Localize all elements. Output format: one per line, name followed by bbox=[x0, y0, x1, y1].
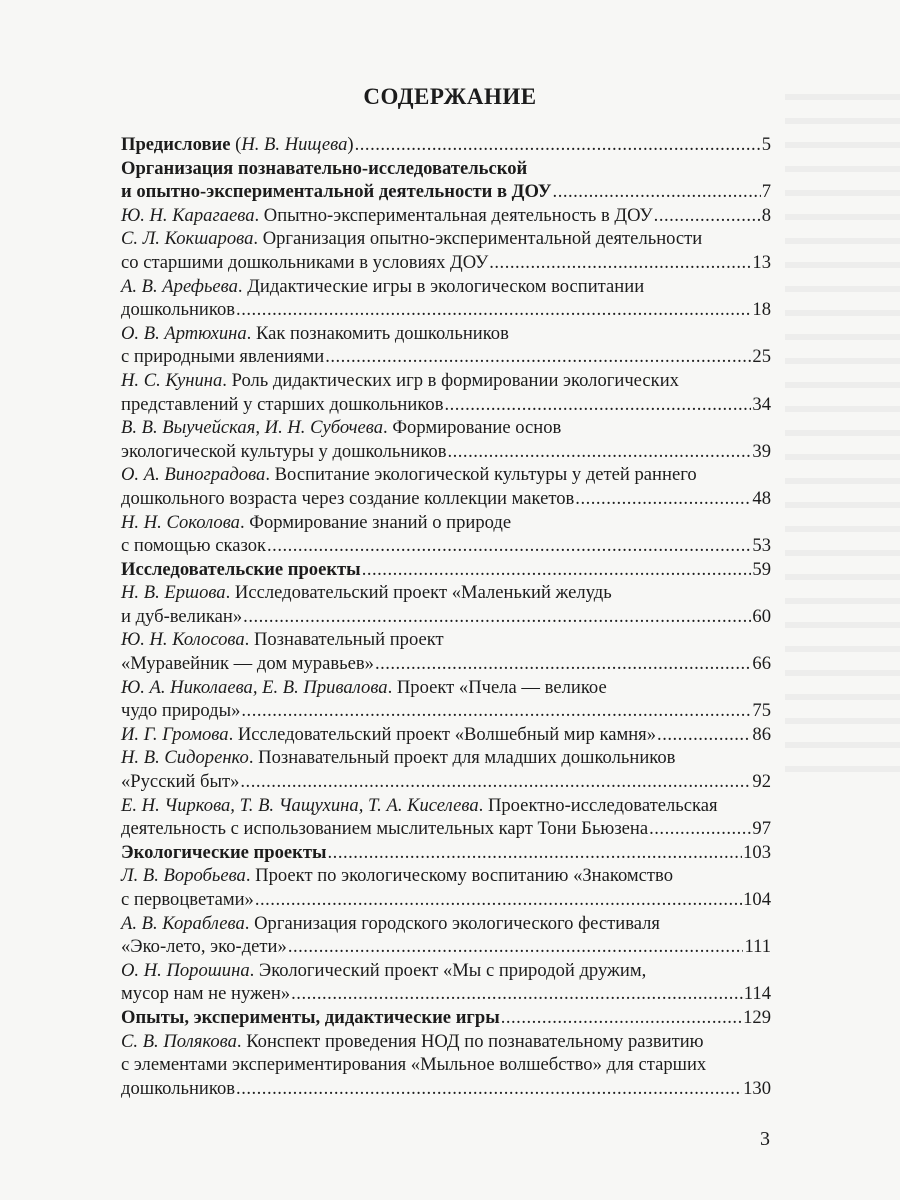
toc-entry-line bbox=[121, 864, 771, 888]
toc-entry-line-leader bbox=[121, 180, 771, 204]
toc-entry-line-leader bbox=[121, 487, 771, 511]
toc-entry[interactable] bbox=[121, 322, 771, 369]
dot-leader bbox=[255, 888, 742, 912]
toc-entry[interactable] bbox=[121, 511, 771, 558]
dot-leader bbox=[654, 204, 761, 228]
entry-text bbox=[121, 440, 446, 464]
dot-leader bbox=[236, 298, 751, 322]
entry-page-number: 86 bbox=[752, 723, 771, 745]
entry-text bbox=[121, 888, 254, 912]
entry-title-line: Формирование знаний о природе bbox=[249, 511, 512, 533]
toc-entry-line bbox=[121, 581, 771, 605]
entry-title-line: чудо природы» bbox=[121, 700, 241, 722]
entry-text bbox=[121, 982, 290, 1006]
entry-title-line: Экологические проекты bbox=[121, 841, 327, 863]
toc-entry[interactable] bbox=[121, 676, 771, 723]
dot-leader bbox=[236, 1077, 742, 1101]
entry-page-number: 103 bbox=[743, 841, 771, 863]
toc-entry[interactable] bbox=[121, 794, 771, 841]
toc-entry[interactable] bbox=[121, 1030, 771, 1101]
toc-entry[interactable] bbox=[121, 723, 771, 747]
entry-title-line: Организация познавательно-исследовательской bbox=[121, 157, 528, 179]
entry-title-line: Опыты, эксперименты, дидактические игры bbox=[121, 1006, 500, 1028]
entry-page-number: 130 bbox=[743, 1077, 771, 1099]
entry-title-line: Экологический проект «Мы с природой дружим, bbox=[258, 959, 647, 981]
toc-entry-line-leader bbox=[121, 204, 771, 228]
entry-page-number: 8 bbox=[761, 204, 771, 226]
entry-text: А. В. Арефьева. Дидактические игры в экологическом воспитании bbox=[121, 275, 645, 297]
dot-leader bbox=[328, 841, 743, 865]
entry-title-line: Познавательный проект для младших дошкольников bbox=[258, 747, 676, 769]
entry-page-number: 13 bbox=[752, 251, 771, 273]
entry-author: О. А. Виноградова bbox=[121, 464, 266, 486]
dot-leader bbox=[501, 1006, 742, 1030]
entry-title-line: деятельность с использованием мыслительных карт Тони Бьюзена bbox=[121, 818, 649, 840]
page-number: 3 bbox=[760, 1128, 770, 1150]
entry-page-number: 48 bbox=[752, 487, 771, 509]
entry-text: Н. С. Кунина. Роль дидактических игр в формировании экологических bbox=[121, 369, 679, 391]
toc-entry-line-leader bbox=[121, 888, 771, 912]
toc-entry-line-leader bbox=[121, 133, 771, 157]
entry-text bbox=[121, 487, 574, 511]
entry-title-line: дошкольного возраста через создание коллекции макетов bbox=[121, 487, 575, 509]
entry-title-line: и дуб-великан» bbox=[121, 605, 243, 627]
toc-entry-line bbox=[121, 912, 771, 936]
toc-entry-line bbox=[121, 416, 771, 440]
toc-entry[interactable] bbox=[121, 864, 771, 911]
toc-entry-line-leader bbox=[121, 1077, 771, 1101]
entry-text: Н. В. Ершова. Исследовательский проект «Маленький желудь bbox=[121, 582, 612, 604]
entry-author: С. Л. Кокшарова bbox=[121, 228, 254, 250]
dot-leader bbox=[355, 133, 761, 157]
toc-entry[interactable] bbox=[121, 628, 771, 675]
entry-text bbox=[121, 1077, 235, 1101]
entry-page-number: 7 bbox=[761, 181, 771, 203]
entry-page-number: 60 bbox=[752, 605, 771, 627]
entry-title-line: дошкольников bbox=[121, 1077, 236, 1099]
toc-entry-line bbox=[121, 794, 771, 818]
toc-entry[interactable] bbox=[121, 416, 771, 463]
entry-page-number: 75 bbox=[752, 700, 771, 722]
toc-entry[interactable] bbox=[121, 133, 771, 157]
entry-text: В. В. Выучейская, И. Н. Субочева. Формирование основ bbox=[121, 417, 562, 439]
entry-title-line: с элементами экспериментирования «Мыльное волшебство» для старших bbox=[121, 1054, 707, 1076]
toc-entry-line-leader bbox=[121, 935, 771, 959]
toc-entry-line-leader bbox=[121, 298, 771, 322]
dot-leader bbox=[445, 393, 752, 417]
dot-leader bbox=[553, 180, 761, 204]
toc-entry-line-leader bbox=[121, 723, 771, 747]
bleed-through-shadow bbox=[785, 80, 900, 780]
entry-author: Н. Н. Соколова bbox=[121, 511, 240, 533]
toc-entry-line-leader bbox=[121, 393, 771, 417]
toc-entry[interactable] bbox=[121, 1006, 771, 1030]
dot-leader bbox=[447, 440, 751, 464]
entry-title-line: дошкольников bbox=[121, 299, 236, 321]
entry-page-number: 104 bbox=[743, 889, 771, 910]
toc-entry[interactable] bbox=[121, 227, 771, 274]
entry-author: А. В. Кораблева bbox=[121, 912, 245, 934]
dot-leader bbox=[657, 723, 751, 747]
toc-entry-line bbox=[121, 322, 771, 346]
entry-title-line: экологической культуры у дошкольников bbox=[121, 440, 447, 462]
toc-entry-line bbox=[121, 628, 771, 652]
entry-author: Л. В. Воробьева bbox=[121, 865, 246, 887]
toc-entry[interactable] bbox=[121, 746, 771, 793]
entry-text: Л. В. Воробьева. Проект по экологическому воспитанию «Знакомство bbox=[121, 865, 674, 887]
entry-text bbox=[121, 841, 327, 865]
toc-entry[interactable] bbox=[121, 558, 771, 582]
toc-entry-line bbox=[121, 463, 771, 487]
entry-text bbox=[121, 605, 242, 629]
toc-entry-line bbox=[121, 746, 771, 770]
toc-entry-line bbox=[121, 676, 771, 700]
entry-page-number: 59 bbox=[752, 558, 771, 580]
toc-entry-line-leader bbox=[121, 440, 771, 464]
entry-title-line: Дидактические игры в экологическом воспитании bbox=[247, 275, 645, 297]
entry-author: Н. С. Кунина bbox=[121, 369, 223, 391]
entry-title-line: Проект по экологическому воспитанию «Знакомство bbox=[255, 865, 674, 887]
dot-leader bbox=[243, 605, 751, 629]
entry-page-number: 97 bbox=[752, 818, 771, 840]
toc-entry-line-leader bbox=[121, 652, 771, 676]
entry-page-number: 5 bbox=[761, 134, 771, 155]
dot-leader bbox=[241, 699, 751, 723]
entry-page-number: 129 bbox=[743, 1006, 771, 1028]
entry-text: О. А. Виноградова. Воспитание экологической культуры у детей раннего bbox=[121, 464, 697, 486]
entry-text bbox=[121, 251, 488, 275]
entry-text: О. В. Артюхина. Как познакомить дошкольников bbox=[121, 322, 509, 344]
entry-author: О. Н. Порошина bbox=[121, 959, 250, 981]
dot-leader bbox=[489, 251, 751, 275]
entry-text bbox=[121, 298, 235, 322]
entry-title-line: Воспитание экологической культуры у детей раннего bbox=[274, 464, 697, 486]
entry-author: И. Г. Громова bbox=[121, 723, 229, 745]
toc-entry-line bbox=[121, 275, 771, 299]
dot-leader bbox=[240, 770, 751, 794]
toc-entry[interactable] bbox=[121, 581, 771, 628]
entry-title-line: представлений у старших дошкольников bbox=[121, 393, 444, 415]
entry-text: Е. Н. Чиркова, Т. В. Чащухина, Т. А. Киселева. Проектно-исследовательская bbox=[121, 794, 718, 816]
entry-page-number: 39 bbox=[752, 440, 771, 462]
entry-text: С. В. Полякова. Конспект проведения НОД по познавательному развитию bbox=[121, 1030, 704, 1052]
dot-leader bbox=[375, 652, 751, 676]
entry-text bbox=[121, 817, 648, 841]
entry-text bbox=[121, 1006, 500, 1030]
toc-entry-line-leader bbox=[121, 558, 771, 582]
entry-text: Предисловие (Н. В. Нищева) bbox=[121, 134, 354, 155]
toc-entry[interactable] bbox=[121, 369, 771, 416]
entry-title-line: «Муравейник — дом муравьев» bbox=[121, 653, 374, 675]
dot-leader bbox=[291, 982, 743, 1006]
entry-text: И. Г. Громова. Исследовательский проект «Волшебный мир камня» bbox=[121, 723, 657, 745]
toc-entry-line-leader bbox=[121, 699, 771, 723]
entry-author: Н. В. Сидоренко bbox=[121, 747, 249, 769]
toc-entry[interactable] bbox=[121, 157, 771, 204]
entry-text: Ю. А. Николаева, Е. В. Привалова. Проект «Пчела — великое bbox=[121, 676, 607, 698]
entry-text: А. В. Кораблева. Организация городского экологического фестиваля bbox=[121, 912, 660, 934]
entry-page-number: 92 bbox=[752, 771, 771, 793]
entry-title-line: Опытно-экспериментальная деятельность в ДОУ bbox=[263, 204, 653, 226]
entry-title-line: и опытно-экспериментальной деятельности в ДОУ bbox=[121, 181, 552, 203]
entry-page-number: 111 bbox=[744, 936, 771, 958]
entry-text bbox=[121, 699, 240, 723]
toc-entry-line bbox=[121, 1053, 771, 1077]
dot-leader bbox=[575, 487, 751, 511]
entry-author: Е. Н. Чиркова, Т. В. Чащухина, Т. А. Киселева bbox=[121, 794, 479, 816]
toc-entry[interactable] bbox=[121, 275, 771, 322]
entry-title-line: мусор нам не нужен» bbox=[121, 983, 291, 1005]
entry-text bbox=[121, 345, 324, 369]
entry-title-line: «Эко-лето, эко-дети» bbox=[121, 936, 287, 958]
entry-editor: Н. В. Нищева bbox=[241, 134, 348, 155]
entry-page-number: 25 bbox=[752, 346, 771, 368]
page-title: СОДЕРЖАНИЕ bbox=[363, 84, 537, 109]
entry-title-line: Проектно-исследовательская bbox=[487, 794, 718, 816]
entry-text bbox=[121, 158, 527, 179]
entry-text bbox=[121, 180, 552, 204]
entry-title-line: Исследовательский проект «Волшебный мир камня» bbox=[237, 723, 657, 745]
dot-leader bbox=[325, 345, 751, 369]
entry-text bbox=[121, 534, 266, 558]
entry-page-number: 34 bbox=[752, 393, 771, 415]
toc-entry-line bbox=[121, 157, 771, 181]
entry-title-line: со старшими дошкольниками в условиях ДОУ bbox=[121, 251, 489, 273]
entry-title-line: «Русский быт» bbox=[121, 771, 240, 793]
dot-leader bbox=[649, 817, 751, 841]
entry-author: С. В. Полякова bbox=[121, 1030, 237, 1052]
toc-entry[interactable] bbox=[121, 959, 771, 1006]
entry-title-line: Предисловие bbox=[121, 134, 231, 155]
entry-title-line: с природными явлениями bbox=[121, 346, 325, 368]
toc-entry-line-leader bbox=[121, 982, 771, 1006]
toc-entry-line bbox=[121, 227, 771, 251]
toc-entry-line-leader bbox=[121, 1006, 771, 1030]
entry-text bbox=[121, 935, 287, 959]
toc-entry-line-leader bbox=[121, 251, 771, 275]
entry-title-line: с помощью сказок bbox=[121, 535, 267, 557]
entry-author: В. В. Выучейская, И. Н. Субочева bbox=[121, 417, 384, 439]
dot-leader bbox=[267, 534, 751, 558]
toc-entry-line-leader bbox=[121, 605, 771, 629]
entry-text: Н. В. Сидоренко. Познавательный проект для младших дошкольников bbox=[121, 747, 676, 769]
table-of-contents bbox=[121, 133, 771, 1100]
entry-title-line: Формирование основ bbox=[392, 417, 562, 439]
entry-title-line: Познавательный проект bbox=[253, 629, 444, 651]
entry-title-line: Роль дидактических игр в формировании экологических bbox=[231, 369, 679, 391]
entry-author: Ю. А. Николаева, Е. В. Привалова bbox=[121, 676, 388, 698]
entry-title-line: Конспект проведения НОД по познавательному развитию bbox=[246, 1030, 704, 1052]
toc-entry-line-leader bbox=[121, 345, 771, 369]
toc-entry-line bbox=[121, 959, 771, 983]
entry-author: Ю. Н. Карагаева bbox=[121, 204, 255, 226]
entry-text: Ю. Н. Колосова. Познавательный проект bbox=[121, 629, 444, 651]
entry-title-line: Исследовательский проект «Маленький желудь bbox=[234, 582, 612, 604]
entry-text: О. Н. Порошина. Экологический проект «Мы с природой дружим, bbox=[121, 959, 647, 981]
toc-entry-line-leader bbox=[121, 817, 771, 841]
entry-page-number: 66 bbox=[752, 653, 771, 675]
entry-text bbox=[121, 558, 361, 582]
entry-text bbox=[121, 1054, 706, 1075]
entry-title-line: с первоцветами» bbox=[121, 889, 254, 910]
entry-title-line: Организация городского экологического фестиваля bbox=[254, 912, 660, 934]
toc-entry-line-leader bbox=[121, 770, 771, 794]
entry-text: С. Л. Кокшарова. Организация опытно-экспериментальной деятельности bbox=[121, 228, 703, 250]
toc-entry-line bbox=[121, 369, 771, 393]
entry-title-line: Проект «Пчела — великое bbox=[396, 676, 607, 698]
toc-entry[interactable] bbox=[121, 841, 771, 865]
entry-author: Н. В. Ершова bbox=[121, 582, 226, 604]
entry-page-number: 53 bbox=[752, 535, 771, 557]
toc-entry[interactable] bbox=[121, 204, 771, 228]
entry-author: Ю. Н. Колосова bbox=[121, 629, 245, 651]
entry-text: Н. Н. Соколова. Формирование знаний о природе bbox=[121, 511, 512, 533]
toc-entry[interactable] bbox=[121, 912, 771, 959]
entry-title-line: Как познакомить дошкольников bbox=[255, 322, 509, 344]
toc-entry-line bbox=[121, 1030, 771, 1054]
entry-page-number: 114 bbox=[743, 983, 771, 1005]
toc-entry-line-leader bbox=[121, 841, 771, 865]
toc-entry-line-leader bbox=[121, 534, 771, 558]
entry-title-line: Исследовательские проекты bbox=[121, 558, 361, 580]
entry-text bbox=[121, 393, 444, 417]
dot-leader bbox=[288, 935, 744, 959]
entry-title-line: Организация опытно-экспериментальной деятельности bbox=[262, 228, 703, 250]
toc-entry-line bbox=[121, 511, 771, 535]
entry-author: А. В. Арефьева bbox=[121, 275, 238, 297]
toc-entry[interactable] bbox=[121, 463, 771, 510]
entry-author: О. В. Артюхина bbox=[121, 322, 247, 344]
entry-text: Ю. Н. Карагаева. Опытно-экспериментальная деятельность в ДОУ bbox=[121, 204, 653, 226]
entry-text bbox=[121, 770, 239, 794]
dot-leader bbox=[362, 558, 752, 582]
entry-page-number: 18 bbox=[752, 299, 771, 321]
entry-text bbox=[121, 652, 374, 676]
